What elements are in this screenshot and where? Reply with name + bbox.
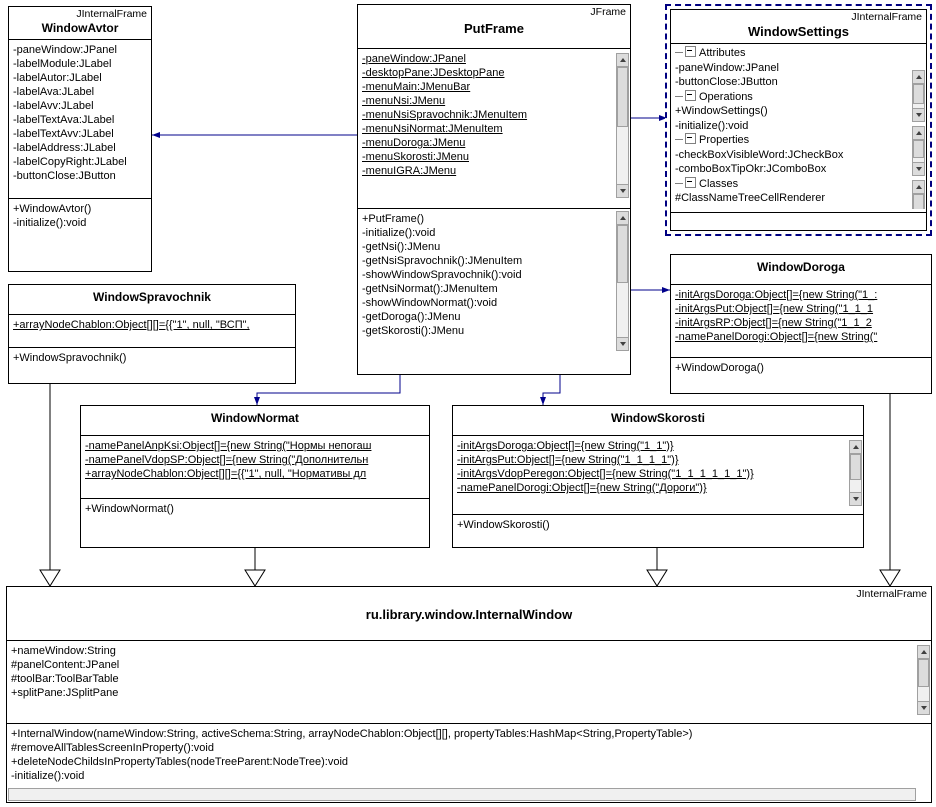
attribute-row: -initArgsPut:Object[]={new String("1_1_1_1")} [457, 454, 679, 466]
group-label: Classes [699, 177, 739, 190]
attribute-row: -desktopPane:JDesktopPane [362, 67, 505, 79]
attribute-row: -menuSkorosti:JMenu [362, 151, 469, 163]
group-header-properties[interactable] [675, 133, 923, 148]
attribute-row: -namePanelAnpKsi:Object[]={new String("Нормы непогаш [85, 440, 372, 452]
operation-row: +WindowSkorosti() [457, 519, 550, 531]
attributes-compartment [671, 285, 931, 357]
attribute-row: -labelAddress:JLabel [13, 142, 116, 154]
class-title: WindowSettings [748, 24, 849, 39]
settings-scrollbar-bottom[interactable] [912, 180, 925, 209]
operation-row: -getDoroga():JMenu [362, 311, 461, 323]
operations-compartment [9, 199, 151, 233]
property-row: -comboBoxTipOkr:JComboBox [675, 163, 827, 175]
divider [671, 212, 926, 213]
operations-compartment [453, 515, 863, 535]
attribute-row: -namePanelDorogi:Object[]={new String(" [675, 331, 878, 343]
operation-row: +WindowSpravochnik() [13, 352, 127, 364]
attributes-compartment [453, 436, 863, 514]
attribute-row: -initArgsDoroga:Object[]={new String("1_: [675, 289, 878, 301]
scroll-down-icon[interactable] [617, 184, 628, 197]
attributes-compartment [9, 315, 295, 347]
class-inner-frame [670, 9, 927, 231]
class-title: WindowAvtor [41, 21, 119, 35]
scrollbar-thumb[interactable] [913, 194, 924, 209]
settings-scrollbar-top[interactable] [912, 70, 925, 122]
operations-compartment [671, 358, 931, 378]
scroll-up-icon[interactable] [913, 127, 924, 140]
stereotype-label: JInternalFrame [76, 8, 147, 20]
operation-row: -getNsiNormat():JMenuItem [362, 283, 498, 295]
operation-row: +InternalWindow(nameWindow:String, activeSchema:String, arrayNodeChablon:Object[][], propertyTables:HashMap<String,PropertyTable>) [11, 728, 693, 740]
operation-row: +deleteNodeChildsInPropertyTables(nodeTreeParent:NodeTree):void [11, 756, 349, 768]
attribute-row: #panelContent:JPanel [11, 659, 120, 671]
class-title: WindowNormat [211, 411, 299, 425]
group-label: Operations [699, 90, 753, 103]
attribute-row: -namePanelVdopSP:Object[]={new String("Дополнительн [85, 454, 369, 466]
property-row: -checkBoxVisibleWord:JCheckBox [675, 148, 844, 161]
attribute-row: -labelTextAva:JLabel [13, 114, 115, 126]
scroll-down-icon[interactable] [617, 337, 628, 350]
scroll-up-icon[interactable] [850, 441, 861, 454]
operation-row: +WindowSettings() [675, 105, 768, 117]
operation-row: -initialize():void [675, 119, 749, 132]
class-window-settings[interactable] [665, 4, 932, 236]
attribute-row: -menuNsiSpravochnik:JMenuItem [362, 109, 528, 121]
operation-row: -initialize():void [362, 227, 436, 239]
members-tree [671, 44, 926, 209]
attribute-row: #toolBar:ToolBarTable [11, 673, 119, 685]
attributes-compartment [7, 641, 931, 723]
operation-row: -getSkorosti():JMenu [362, 325, 465, 337]
scrollbar-thumb[interactable] [913, 84, 924, 104]
operations-compartment [9, 348, 295, 368]
stereotype-label: JInternalFrame [851, 11, 922, 23]
class-title: WindowDoroga [757, 260, 845, 274]
operation-row: -getNsi():JMenu [362, 241, 441, 253]
attribute-row: -initArgsDoroga:Object[]={new String("1_1")} [457, 440, 674, 452]
scrollbar-thumb[interactable] [617, 225, 628, 283]
attributes-compartment [9, 40, 151, 198]
attribute-row: -paneWindow:JPanel [675, 61, 779, 74]
operation-row: -showWindowSpravochnik():void [362, 269, 522, 281]
attributes-scrollbar[interactable] [849, 440, 862, 506]
attribute-row: -labelModule:JLabel [13, 58, 112, 70]
scroll-up-icon[interactable] [913, 71, 924, 84]
attribute-row: -buttonClose:JButton [13, 170, 116, 182]
tree-line [675, 52, 683, 53]
attribute-row: -labelCopyRight:JLabel [13, 156, 127, 168]
scroll-up-icon[interactable] [918, 646, 929, 659]
group-label: Attributes [699, 47, 746, 59]
attribute-row: -initArgsPut:Object[]={new String("1_1_1 [675, 303, 874, 315]
operation-row: -getNsiSpravochnik():JMenuItem [362, 255, 523, 267]
operation-row: -initialize():void [11, 770, 85, 782]
class-title: PutFrame [464, 21, 524, 36]
collapse-icon[interactable] [685, 90, 696, 101]
class-put-frame[interactable] [357, 4, 631, 375]
attribute-row: -menuNsi:JMenu [362, 95, 446, 107]
settings-scrollbar-mid[interactable] [912, 126, 925, 176]
attribute-row: -menuMain:JMenuBar [362, 81, 471, 93]
scroll-up-icon[interactable] [617, 212, 628, 225]
attribute-row: -namePanelDorogi:Object[]={new String("Дороги")} [457, 482, 707, 494]
collapse-icon[interactable] [685, 133, 696, 144]
attribute-row: -initArgsRP:Object[]={new String("1_1_2 [675, 317, 872, 329]
class-window-avtor[interactable] [8, 6, 152, 272]
stereotype-label: JInternalFrame [856, 588, 927, 600]
scroll-down-icon[interactable] [850, 492, 861, 505]
attribute-row: -initArgsVdopPeregon:Object[]={new String("1_1_1_1_1_1")} [457, 468, 754, 480]
attribute-row: -labelAvv:JLabel [13, 100, 94, 112]
horizontal-scrollbar[interactable] [8, 788, 916, 801]
attribute-row: +arrayNodeChablon:Object[][]={{"1", null, "ВСП", [13, 319, 250, 331]
attribute-row: -menuIGRA:JMenu [362, 165, 457, 177]
stereotype-label: JFrame [590, 6, 626, 18]
scroll-down-icon[interactable] [913, 162, 924, 175]
operation-row: -initialize():void [13, 217, 87, 229]
attribute-row: +splitPane:JSplitPane [11, 687, 119, 699]
operations-compartment [81, 499, 429, 519]
attribute-row: -paneWindow:JPanel [13, 44, 117, 56]
class-window-doroga[interactable] [670, 254, 932, 394]
attribute-row: -menuNsiNormat:JMenuItem [362, 123, 503, 135]
scroll-up-icon[interactable] [913, 181, 924, 194]
collapse-icon[interactable] [685, 177, 696, 188]
operations-scrollbar[interactable] [616, 211, 629, 351]
scrollbar-thumb[interactable] [617, 67, 628, 127]
attribute-row: -menuDoroga:JMenu [362, 137, 466, 149]
operation-row: +WindowNormat() [85, 503, 174, 515]
attribute-row: -labelAutor:JLabel [13, 72, 102, 84]
class-internal-window[interactable] [6, 586, 932, 803]
tree-line [675, 96, 683, 97]
class-title: WindowSpravochnik [93, 290, 211, 304]
attribute-row: -labelTextAvv:JLabel [13, 128, 114, 140]
scroll-up-icon[interactable] [617, 54, 628, 67]
operations-compartment [358, 209, 630, 363]
scroll-down-icon[interactable] [913, 108, 924, 121]
class-row: #ClassNameTreeCellRenderer [675, 192, 825, 204]
class-window-spravochnik[interactable] [8, 284, 296, 384]
tree-line [675, 183, 683, 184]
scroll-down-icon[interactable] [918, 701, 929, 714]
group-header-classes[interactable] [675, 177, 923, 192]
group-header-attributes[interactable] [675, 46, 923, 61]
operation-row: -showWindowNormat():void [362, 297, 498, 309]
class-window-normat[interactable] [80, 405, 430, 548]
attribute-row: -labelAva:JLabel [13, 86, 95, 98]
operation-row: #removeAllTablesScreenInProperty():void [11, 742, 214, 754]
tree-line [675, 139, 683, 140]
attributes-compartment [358, 49, 630, 208]
group-header-operations[interactable] [675, 90, 923, 105]
scrollbar-thumb[interactable] [913, 140, 924, 158]
operations-compartment [7, 724, 931, 794]
attribute-row: +arrayNodeChablon:Object[][]={{"1", null, "Нормативы дл [85, 468, 367, 480]
attribute-row: +nameWindow:String [11, 645, 116, 657]
attributes-scrollbar[interactable] [917, 645, 930, 715]
operation-row: +WindowAvtor() [13, 203, 92, 215]
operation-row: +PutFrame() [362, 213, 425, 225]
class-title: ru.library.window.InternalWindow [365, 607, 573, 622]
class-title: WindowSkorosti [611, 411, 705, 425]
collapse-icon[interactable] [685, 46, 696, 57]
attribute-row: -paneWindow:JPanel [362, 53, 466, 65]
class-window-skorosti[interactable] [452, 405, 864, 548]
attribute-row: -buttonClose:JButton [675, 76, 778, 88]
group-label: Properties [699, 134, 750, 146]
operation-row: +WindowDoroga() [675, 362, 764, 374]
scrollbar-thumb[interactable] [850, 454, 861, 480]
attributes-scrollbar[interactable] [616, 53, 629, 198]
attributes-compartment [81, 436, 429, 498]
scrollbar-thumb[interactable] [918, 659, 929, 687]
